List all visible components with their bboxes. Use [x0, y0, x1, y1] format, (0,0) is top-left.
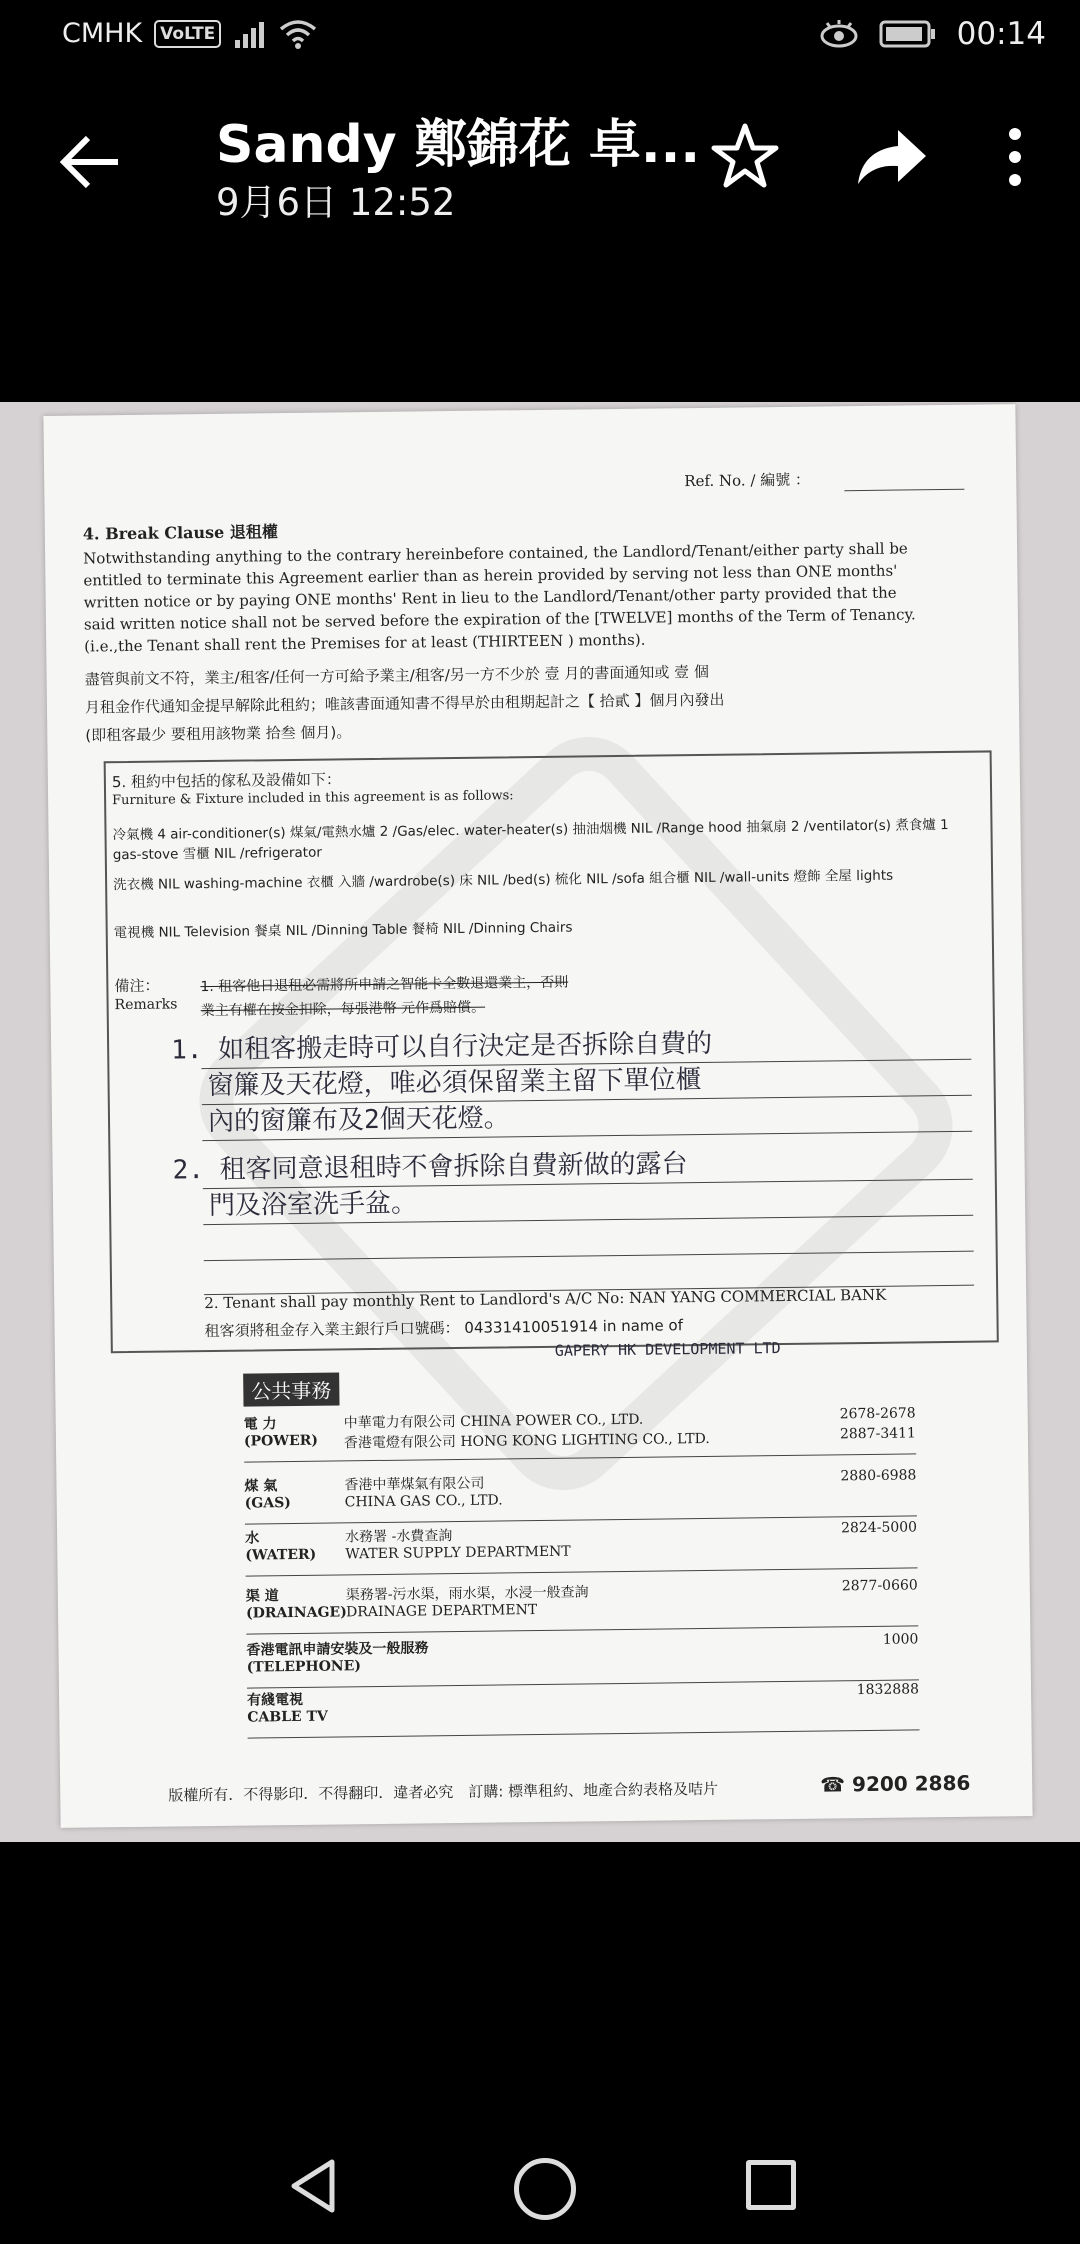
utility-row [244, 1467, 917, 1524]
share-icon[interactable] [852, 120, 932, 194]
utility-name-zh: 渠 道 [245, 1588, 279, 1605]
furniture-row-1: 冷氣機 4 air-conditioner(s) 煤氣/電熱水爐 2 /Gas/elec. water-heater(s) 抽油烟機 NIL /Range hood 抽氣扇 2 /ventilator(s) 煮食爐 1 gas-stove 雪櫃 NIL /refrigerator [112, 816, 949, 864]
utility-name-en: (TELEPHONE) [246, 1658, 362, 1676]
nav-recents-icon[interactable] [746, 2160, 796, 2210]
status-bar [0, 0, 1080, 72]
utility-phone: 2877-0660 [841, 1577, 918, 1595]
utility-company: 中華電力有限公司 CHINA POWER CO., LTD. [343, 1411, 644, 1432]
account-holder-name: GAPERY HK DEVELOPMENT LTD [554, 1339, 781, 1360]
utility-row [245, 1519, 918, 1576]
rent-account-zh: 租客須將租金存入業主銀行戶口號碼： 04331410051914 in name of [204, 1316, 684, 1341]
handwritten-remark-1: 1. 如租客搬走時可以自行決定是否拆除自費的 窗簾及天花燈，唯必須保留業主留下單位櫃 內的窗簾布及2個天花燈。 [170, 1028, 713, 1138]
more-vert-icon[interactable] [990, 124, 1040, 190]
handwritten-remark-2: 2. 租客同意退租時不會拆除自費新做的露台 門及浴室洗手盆。 [172, 1149, 688, 1222]
struck-remark-line-1: 1. 租客他日退租必需將所申請之智能卡全數退還業主，否則 [200, 974, 569, 996]
copyright-footer: 版權所有．不得影印．不得翻印．違者必究 訂購: 標準租約、地產合約表格及咭片 [168, 1779, 719, 1805]
utility-phone: 1000 [882, 1631, 919, 1648]
furniture-row-2: 洗衣機 NIL washing-machine 衣櫃 入牆 /wardrobe(s) 床 NIL /bed(s) 梳化 NIL /sofa 組合櫃 NIL /wall-units 燈飾 全屋 lights [113, 867, 894, 894]
remarks-label-en: Remarks [114, 996, 178, 1014]
utility-company-2: WATER SUPPLY DEPARTMENT [345, 1543, 571, 1563]
utility-company: 渠務署-污水渠，雨水渠，水浸一般查詢 [345, 1584, 589, 1604]
utility-name-zh: 水 [245, 1530, 260, 1547]
page-title: Sandy 鄭錦花 卓... [216, 115, 701, 175]
utility-name-zh: 香港電訊申請安裝及一般服務 [246, 1640, 429, 1659]
nav-home-icon[interactable] [514, 2158, 576, 2220]
utility-name-zh: 有綫電視 [247, 1691, 304, 1709]
nav-back-icon[interactable] [288, 2158, 338, 2214]
utility-row [246, 1577, 919, 1634]
ref-number-label: Ref. No. / 編號 ： [684, 470, 811, 491]
utility-company: 水務署 -水費查詢 [345, 1528, 453, 1546]
utility-name-zh: 煤 氣 [244, 1478, 278, 1495]
eye-comfort-icon [819, 19, 859, 49]
utility-company-2: CHINA GAS CO., LTD. [344, 1492, 503, 1511]
system-nav-bar [0, 2120, 1080, 2244]
utility-company-2: DRAINAGE DEPARTMENT [345, 1602, 538, 1621]
tenancy-agreement-page [43, 404, 1032, 1828]
utility-name-zh: 電 力 [243, 1416, 277, 1433]
clock: 00:14 [956, 16, 1046, 52]
volte-badge: VoLTE [154, 20, 221, 48]
utility-company-2: 香港電燈有限公司 HONG KONG LIGHTING CO., LTD. [343, 1430, 710, 1452]
carrier-name: CMHK [62, 18, 143, 49]
furniture-row-3: 電視機 NIL Television 餐桌 NIL /Dinning Table 餐椅 NIL /Dinning Chairs [113, 919, 573, 942]
document-photo[interactable] [0, 402, 1080, 1842]
break-clause-text: Notwithstanding anything to the contrary hereinbefore contained, the Landlord/Tenant/either party shall be entitled to terminate this Agreement earlier than as herein provided by serving not less than ONE months' written notice or by paying ONE months' Rent in lieu to the Landlord/Tenant/other party provided that the said written notice shall not be served before the expiration of the [TWELVE] months of the Term of Tenancy. (i.e.,the Tenant shall rent the Premises for at least (THIRTEEN ) months). [83, 539, 916, 656]
struck-remark-line-2: 業主有權在按金扣除，每張港幣 元作爲賠償。 [200, 999, 486, 1020]
wifi-icon [279, 19, 317, 49]
furniture-heading: 5. 租約中包括的傢私及設備如下： [111, 770, 342, 792]
utility-phone-2: 2887-3411 [839, 1425, 917, 1443]
utilities-title: 公共事務 [243, 1372, 339, 1406]
utility-phone: 2678-2678 [839, 1405, 916, 1423]
utility-phone: 1832888 [856, 1681, 920, 1699]
rent-account-en: 2. Tenant shall pay monthly Rent to Landlord's A/C No: NAN YANG COMMERCIAL BANK [204, 1285, 887, 1313]
battery-icon [879, 19, 937, 49]
utility-row [247, 1681, 920, 1738]
utility-name-en: (WATER) [245, 1546, 317, 1564]
break-clause-chinese: 盡管與前文不符，業主/租客/任何一方可給予業主/租客/另一方不少於 壹 月的書面通知或 壹 個 月租金作代通知金提早解除此租約；唯該書面通知書不得早於由租期起計之【 拾貳 】個月內發出 (即租客最少 要租用該物業 拾叁 個月)。 [84, 662, 725, 745]
utility-name-en: (GAS) [244, 1495, 291, 1512]
utility-company: 香港中華煤氣有限公司 [344, 1475, 485, 1494]
furniture-heading-en: Furniture & Fixture included in this agreement is as follows: [112, 788, 514, 809]
utility-phone: 2880-6988 [840, 1467, 917, 1485]
utility-row [246, 1631, 919, 1688]
remarks-label-zh: 備注： [114, 976, 160, 996]
timestamp: 9月6日 12:52 [216, 181, 456, 224]
star-icon[interactable] [708, 120, 782, 194]
order-phone: ☎ 9200 2886 [820, 1770, 971, 1797]
utility-row [244, 1405, 917, 1462]
signal-icon [233, 20, 267, 48]
break-clause-heading: 4. Break Clause 退租權 [82, 522, 278, 544]
utility-name-en: (POWER) [243, 1432, 319, 1450]
arrow-left-icon[interactable] [52, 122, 132, 202]
utility-name-en: CABLE TV [247, 1708, 328, 1726]
utility-phone: 2824-5000 [840, 1519, 918, 1537]
utility-name-en: (DRAINAGE) [245, 1604, 347, 1622]
viewer-header [0, 72, 1080, 402]
